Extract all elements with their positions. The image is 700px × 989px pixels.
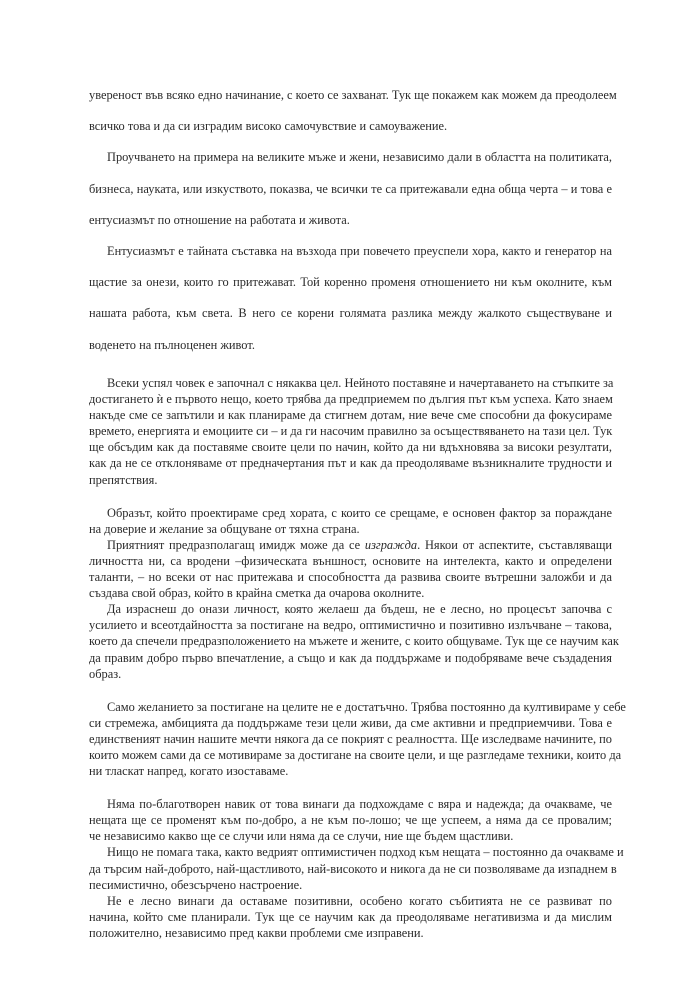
text-line: които можем сами да се мотивираме за достигане на своите цели, и ще разгледаме техники, които да bbox=[89, 747, 622, 762]
paragraph-7 bbox=[89, 601, 619, 681]
text-line: как да не се отклоняваме от предначертания път и как да преодоляваме възникналите трудности и bbox=[89, 456, 612, 471]
paragraph-6 bbox=[89, 537, 612, 601]
text-line: на доверие и желание за общуване от тяхна страна. bbox=[89, 521, 360, 536]
text-line: Да израснеш до онази личност, която желаеш да бъдеш, не е лесно, но процесът започва с bbox=[107, 602, 612, 617]
text-line: нашата работа, към света. В него се корени голямата разлика между жалкото съществуване и bbox=[89, 306, 612, 321]
text-line: единственият начин нашите мечти някога да се покрият с реалността. Ще изследваме начините, по bbox=[89, 731, 612, 746]
text-line: щастие за онези, които го притежават. Той коренно променя отношението ни към околните, към bbox=[89, 275, 612, 290]
text-line: ще обсъдим как да поставяме своите цели по начин, който да ни вдъхновява за високи резултати, bbox=[89, 440, 612, 455]
text-line: песимистично, обезсърчено настроение. bbox=[89, 877, 303, 892]
text-line: Само желанието за постигане на целите не е достатъчно. Трябва постоянно да култивираме у себе bbox=[107, 699, 626, 714]
text-line: Проучването на примера на великите мъже и жени, независимо дали в областта на политиката, bbox=[107, 150, 612, 165]
text-line: Нищо не помага така, както ведрият оптимистичен подход към нещата – постоянно да очакваме и bbox=[107, 845, 624, 860]
paragraph-4 bbox=[89, 375, 612, 488]
text-line: Всеки успял човек е започнал с някаква цел. Нейното поставяне и начертаването на стъпките за bbox=[107, 376, 614, 390]
paragraph-9 bbox=[89, 796, 612, 844]
top-section bbox=[89, 80, 617, 361]
text-line: воденето на пълноценен живот. bbox=[89, 337, 255, 352]
bottom-section bbox=[89, 375, 626, 941]
text-line: всичко това и да си изградим високо самочувствие и самоуважение. bbox=[89, 119, 448, 134]
text-line: таланти, – но всеки от нас притежава и способността да развива своите вътрешни заложби и да bbox=[89, 570, 612, 585]
text-line: усилието и всеотдайността за постигане на ведро, оптимистично и позитивно излъчване – такова, bbox=[89, 618, 612, 633]
text-line: да търсим най-доброто, най-щастливото, най-високото и никога да не си позволяваме да изпаднем в bbox=[89, 861, 617, 876]
text-line: което да спечели предразположението на мъжете и жените, с които общуваме. Тук ще се научим как bbox=[89, 634, 619, 649]
text-line: да правим добро първо впечатление, а също и как да поддържаме и подобряваме вече създадения bbox=[89, 650, 612, 665]
text-line bbox=[89, 537, 612, 553]
text-line: положително, независимо пред какви проблеми сме изправени. bbox=[89, 925, 424, 940]
text-line: ни тласкат напред, когато изоставаме. bbox=[89, 764, 289, 779]
text-line: създава свой образ, който в крайна сметка да очарова околните. bbox=[89, 586, 425, 601]
paragraph-2 bbox=[89, 142, 612, 236]
text-line: увереност във всяко едно начинание, с което се захванат. Тук ще покажем как можем да преодолеем bbox=[89, 88, 617, 102]
text-line: Ентусиазмът е тайната съставка на възхода при повечето преуспели хора, както и генератор на bbox=[107, 244, 612, 259]
text-line: бизнеса, науката, или изкуството, показва, че всички те са притежавали една обща черта – и това е bbox=[89, 181, 612, 196]
text-line: Не е лесно винаги да оставаме позитивни, особено когато събитията не се развиват по bbox=[107, 893, 612, 908]
text-line: нещата ще се променят към по-добро, а не към по-лошо; че ще успеем, а няма да се провалим; bbox=[89, 813, 612, 828]
paragraph-3 bbox=[89, 236, 612, 361]
text-line: достигането ѝ е първото нещо, което трябва да предприемем по дългия път към успеха. Като знаем bbox=[89, 392, 613, 407]
text-line: че независимо какво ще се случи или няма да се случи, ние ще бъдем щастливи. bbox=[89, 829, 514, 844]
text-line: личността ни, са вродени –физическата външност, основите на интелекта, както и определени bbox=[89, 553, 612, 568]
text-line: времето, енергията и емоциите си – и да ги насочим правилно за осъществяването на тази цел. Тук bbox=[89, 424, 613, 439]
text-line: начина, който сме планирали. Тук ще се научим как да преодоляваме негативизма и да мислим bbox=[89, 909, 612, 924]
text-line: образ. bbox=[89, 666, 122, 681]
text-line: накъде сме се запътили и как планираме да стигнем дотам, ние вече сме способни да фокусираме bbox=[89, 408, 612, 423]
paragraph-5 bbox=[89, 505, 612, 537]
text-line: препятствия. bbox=[89, 472, 158, 487]
text-fragment: . Някои от аспектите, съставляващи bbox=[417, 537, 612, 552]
text-line: ентусиазмът по отношение на работата и живота. bbox=[89, 212, 350, 227]
paragraph-8 bbox=[89, 699, 626, 779]
text-line: Образът, който проектираме сред хората, с които се срещаме, е основен фактор за пораждане bbox=[107, 505, 612, 520]
emphasized-word: изгражда bbox=[364, 537, 418, 552]
text-line: си стремежа, амбицията да поддържаме тези цели живи, да сме активни и предприемчиви. Това е bbox=[89, 715, 612, 730]
paragraph-10 bbox=[89, 844, 624, 892]
text-line: Няма по-благотворен навик от това винаги да подхождаме с вяра и надежда; да очакваме, че bbox=[107, 797, 612, 812]
text-fragment: Приятният предразполагащ имидж може да се bbox=[107, 537, 365, 552]
paragraph-11 bbox=[89, 893, 612, 941]
paragraph-1 bbox=[89, 80, 617, 142]
